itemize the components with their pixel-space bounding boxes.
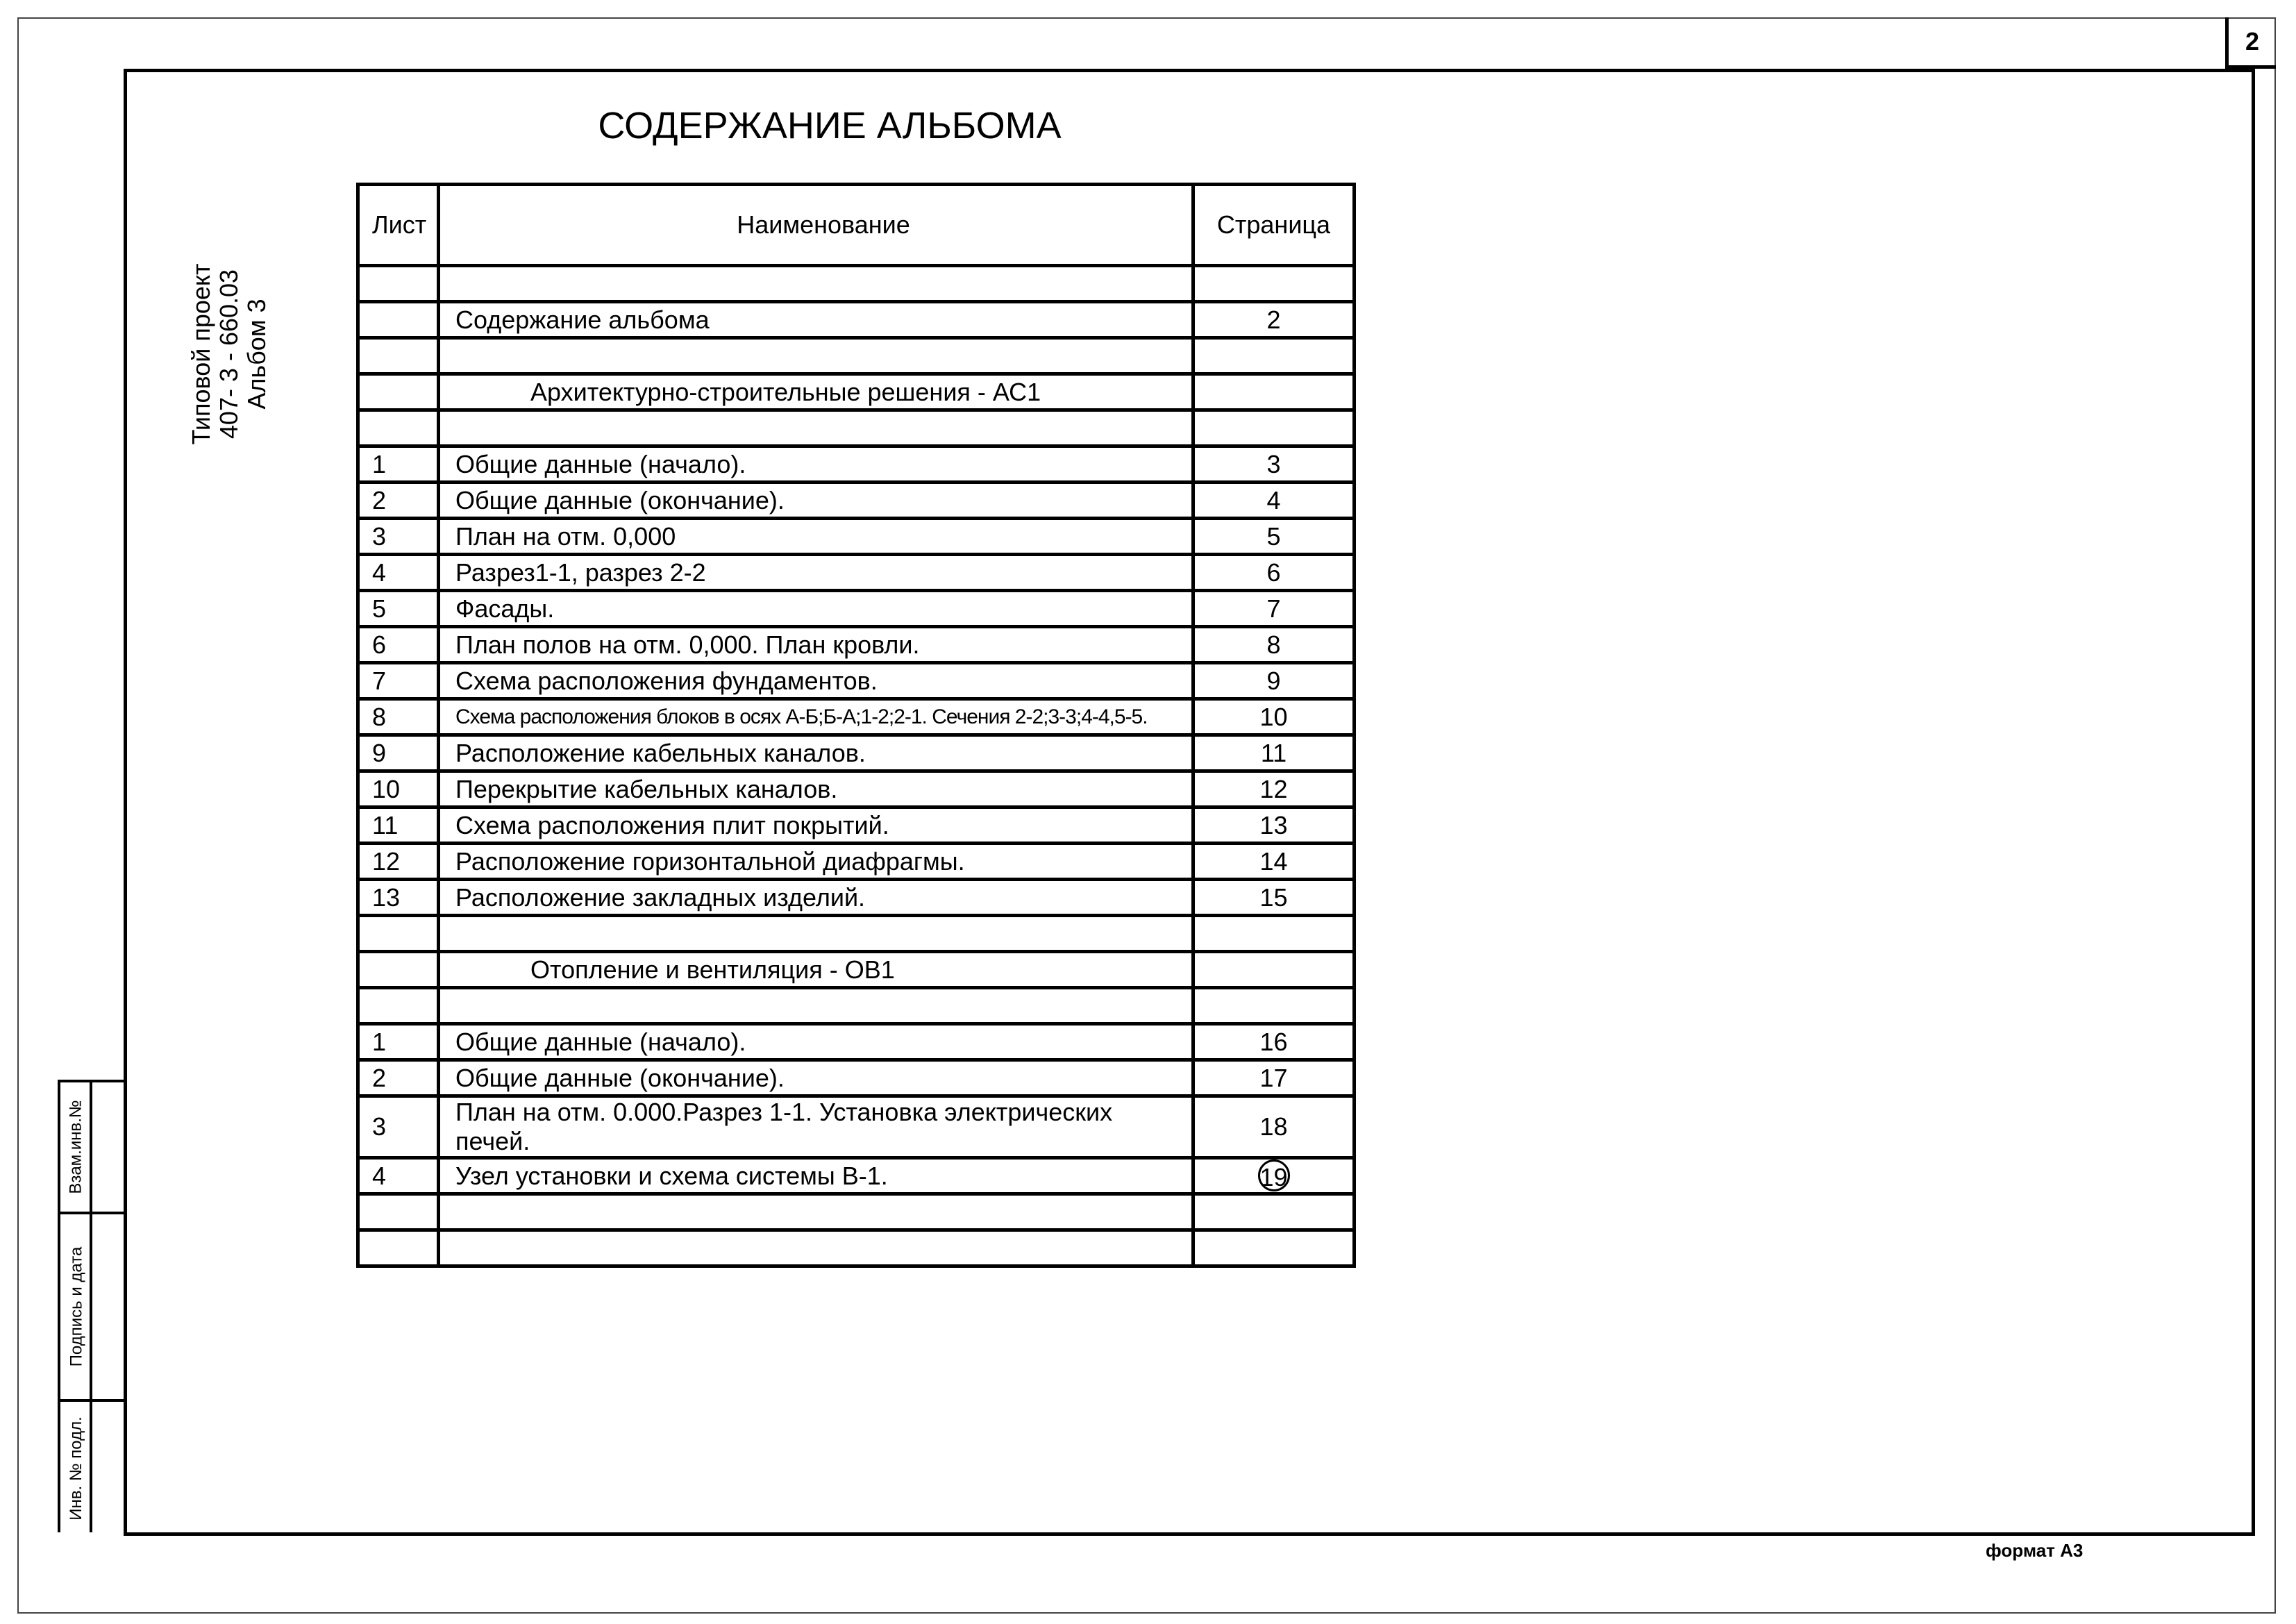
cell-sheet: 5 <box>358 591 439 627</box>
table-row <box>358 374 1355 410</box>
table-row <box>358 1096 1355 1158</box>
cell-name: Расположение горизонтальной диафрагмы. <box>439 844 1193 880</box>
cell-sheet: 3 <box>358 519 439 555</box>
cell-sheet: 4 <box>358 555 439 591</box>
table-row <box>358 807 1355 844</box>
table-row <box>358 1158 1355 1194</box>
cell-sheet <box>358 266 439 302</box>
cell-page <box>1193 1194 1355 1230</box>
cell-name <box>439 988 1193 1024</box>
cell-sheet <box>358 374 439 410</box>
cell-name <box>439 338 1193 374</box>
cell-page: 13 <box>1193 807 1355 844</box>
cell-name: Общие данные (начало). <box>439 446 1193 483</box>
stamp-original-inv-no: Инв. № подл. <box>67 1416 85 1521</box>
cell-page: 8 <box>1193 627 1355 663</box>
table-row <box>358 699 1355 735</box>
table-row <box>358 880 1355 916</box>
cell-sheet: 8 <box>358 699 439 735</box>
table-row <box>358 916 1355 952</box>
header-name: Наименование <box>439 185 1193 266</box>
cell-page <box>1193 374 1355 410</box>
cell-sheet: 12 <box>358 844 439 880</box>
cell-sheet <box>358 302 439 338</box>
table-row <box>358 1230 1355 1266</box>
stamp-replaced-inv-no: Взам.инв.№ <box>67 1100 86 1194</box>
cell-name: Архитектурно-строительные решения - АС1 <box>439 374 1193 410</box>
page-number: 2 <box>2225 17 2276 69</box>
cell-page: 11 <box>1193 735 1355 771</box>
cell-name: Разрез1-1, разрез 2-2 <box>439 555 1193 591</box>
cell-page: 10 <box>1193 699 1355 735</box>
cell-page: 9 <box>1193 663 1355 699</box>
cell-page <box>1193 988 1355 1024</box>
cell-name: Отопление и вентиляция - ОВ1 <box>439 952 1193 988</box>
cell-page: 2 <box>1193 302 1355 338</box>
cell-name: Схема расположения блоков в осях А-Б;Б-А;1-2;2-1. Сечения 2-2;3-3;4-4,5-5. <box>439 699 1193 735</box>
table-row <box>358 555 1355 591</box>
cell-sheet: 1 <box>358 1024 439 1060</box>
cell-sheet: 2 <box>358 1060 439 1096</box>
table-row <box>358 591 1355 627</box>
cell-sheet: 13 <box>358 880 439 916</box>
table-row <box>358 483 1355 519</box>
cell-page: 16 <box>1193 1024 1355 1060</box>
cell-page <box>1193 410 1355 446</box>
table-row <box>358 1024 1355 1060</box>
cell-name: Расположение закладных изделий. <box>439 880 1193 916</box>
cell-name: Расположение кабельных каналов. <box>439 735 1193 771</box>
table-row <box>358 952 1355 988</box>
cell-name: Общие данные (окончание). <box>439 1060 1193 1096</box>
cell-page: 6 <box>1193 555 1355 591</box>
cell-name: План на отм. 0,000 <box>439 519 1193 555</box>
side-stamp <box>58 1080 124 1532</box>
cell-sheet <box>358 1194 439 1230</box>
cell-page <box>1193 1158 1355 1194</box>
cell-sheet: 1 <box>358 446 439 483</box>
project-label-line2: 407- 3 - 660.03 <box>215 269 243 440</box>
cell-sheet: 6 <box>358 627 439 663</box>
table-row <box>358 663 1355 699</box>
cell-page <box>1193 266 1355 302</box>
cell-name: Содержание альбома <box>439 302 1193 338</box>
table-row <box>358 1194 1355 1230</box>
cell-name: Общие данные (окончание). <box>439 483 1193 519</box>
table-row <box>358 627 1355 663</box>
cell-name <box>439 1194 1193 1230</box>
cell-name <box>439 916 1193 952</box>
cell-name: Общие данные (начало). <box>439 1024 1193 1060</box>
cell-page: 17 <box>1193 1060 1355 1096</box>
cell-name <box>439 410 1193 446</box>
cell-name: План полов на отм. 0,000. План кровли. <box>439 627 1193 663</box>
table-row <box>358 988 1355 1024</box>
table-row <box>358 771 1355 807</box>
table-row <box>358 519 1355 555</box>
page-title: СОДЕРЖАНИЕ АЛЬБОМА <box>598 105 1062 147</box>
cell-page: 7 <box>1193 591 1355 627</box>
table-row <box>358 446 1355 483</box>
cell-sheet: 10 <box>358 771 439 807</box>
contents-table <box>356 183 1356 1268</box>
cell-name: Схема расположения плит покрытий. <box>439 807 1193 844</box>
cell-name: Фасады. <box>439 591 1193 627</box>
cell-name: Перекрытие кабельных каналов. <box>439 771 1193 807</box>
cell-sheet <box>358 988 439 1024</box>
cell-sheet <box>358 952 439 988</box>
cell-page <box>1193 952 1355 988</box>
cell-page: 12 <box>1193 771 1355 807</box>
cell-sheet: 3 <box>358 1096 439 1158</box>
table-row <box>358 266 1355 302</box>
cell-sheet: 7 <box>358 663 439 699</box>
cell-page <box>1193 1230 1355 1266</box>
cell-page: 5 <box>1193 519 1355 555</box>
cell-sheet <box>358 410 439 446</box>
cell-page: 4 <box>1193 483 1355 519</box>
cell-page <box>1193 338 1355 374</box>
cell-sheet: 2 <box>358 483 439 519</box>
format-label: формат А3 <box>1986 1540 2084 1561</box>
cell-name <box>439 1230 1193 1266</box>
cell-sheet <box>358 916 439 952</box>
cell-page: 18 <box>1193 1096 1355 1158</box>
stamp-signature-date: Подпись и дата <box>67 1246 85 1367</box>
cell-name: Узел установки и схема системы В-1. <box>439 1158 1193 1194</box>
cell-name: Схема расположения фундаментов. <box>439 663 1193 699</box>
cell-sheet: 9 <box>358 735 439 771</box>
header-page: Страница <box>1193 185 1355 266</box>
cell-sheet: 4 <box>358 1158 439 1194</box>
cell-sheet: 11 <box>358 807 439 844</box>
cell-name: План на отм. 0.000.Разрез 1-1. Установка электрических печей. <box>439 1096 1193 1158</box>
table-row <box>358 844 1355 880</box>
table-row <box>358 1060 1355 1096</box>
table-row <box>358 302 1355 338</box>
cell-page: 14 <box>1193 844 1355 880</box>
table-row <box>358 338 1355 374</box>
cell-page <box>1193 916 1355 952</box>
table-header-row <box>358 185 1355 266</box>
project-label-line3: Альбом 3 <box>242 299 271 410</box>
cell-name <box>439 266 1193 302</box>
project-label-line1: Типовой проект <box>187 263 215 445</box>
cell-sheet <box>358 1230 439 1266</box>
cell-sheet <box>358 338 439 374</box>
cell-page: 3 <box>1193 446 1355 483</box>
table-row <box>358 735 1355 771</box>
cell-page: 15 <box>1193 880 1355 916</box>
table-row <box>358 410 1355 446</box>
header-sheet: Лист <box>358 185 439 266</box>
circled-page-number: 19 <box>1258 1160 1290 1191</box>
